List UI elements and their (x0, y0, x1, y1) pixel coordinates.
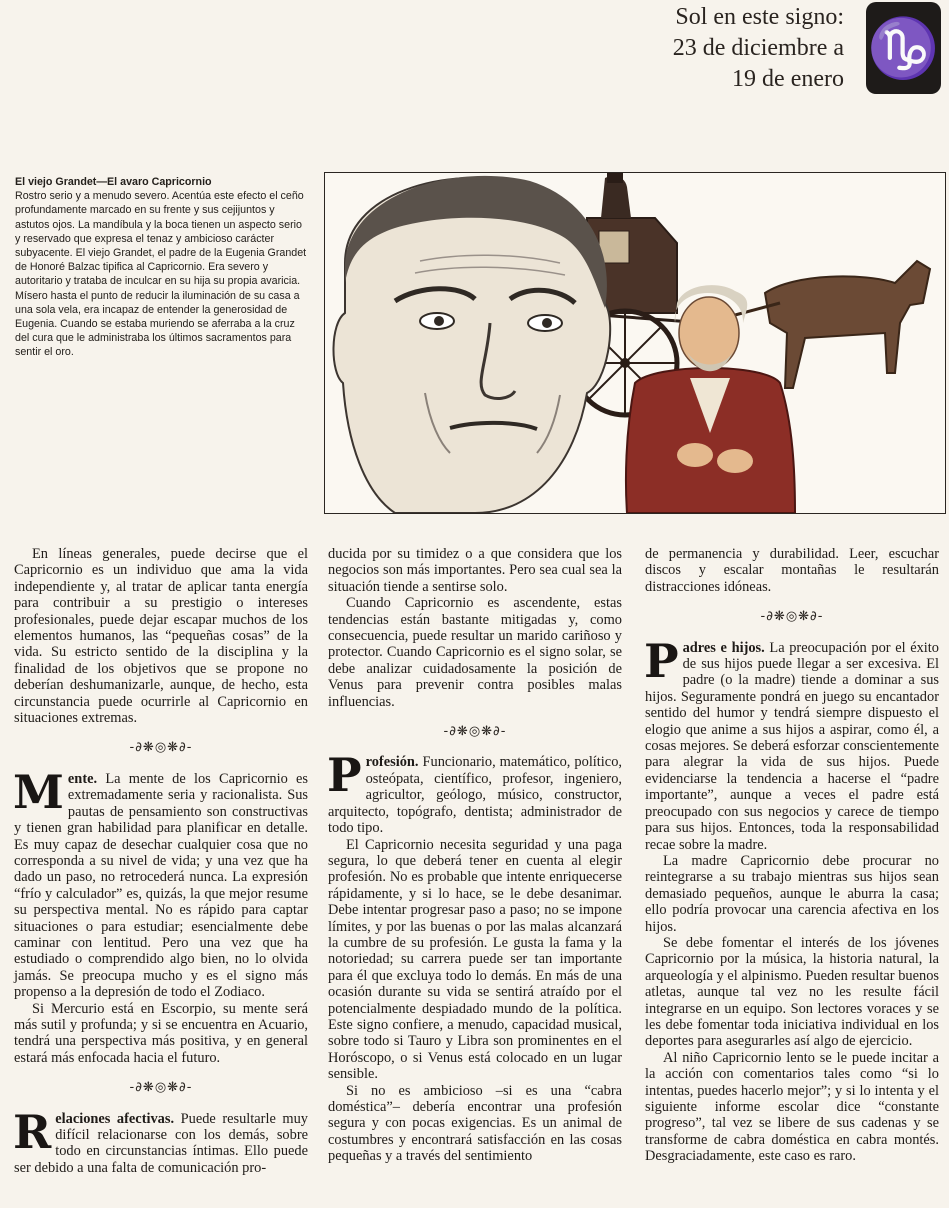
caption-text: Rostro serio y a menudo severo. Acentúa este efecto el ceño profundamente marcado en su frente y sus cejijuntos y astutos ojos. La mandíbula y la boca tienen un aspecto serio y reservado que expresa el tenaz y ambicioso carácter subyacente. El viejo Grandet, el padre de la Eugenia Grandet de Honoré Balzac tipifica al Capricornio. Era severo y autoritario y trataba de inculcar en su hija su propia avaricia. Mísero hasta el punto de reducir la iluminación de su casa a una sola vela, era incapaz de entender la generosidad de Eugenia. Cuando se estaba muriendo se aferraba a la cruz del cura que le administraba los últimos sacramentos para sentir el oro. (15, 190, 307, 359)
sun-sign-dates (544, 2, 844, 95)
mercurio-paragraph: Si Mercurio está en Escorpio, su mente será más sutil y profunda; y si se encuentra en Acuario, tendrá una perspectiva más positiva, y en general estará más enfocada hacia el futuro. (14, 1000, 308, 1066)
relaciones-text: Puede resultarle muy difícil relacionarse con los demás, sobre todo en circunstancias íntimas. Ello puede ser debido a una falta de comunicación pro- (14, 1110, 308, 1176)
dropcap-m: M (13, 764, 64, 819)
mente-section (13, 764, 308, 1001)
dates-line-1: Sol en este signo: (675, 4, 844, 30)
mente-heading: ente. (67, 770, 98, 787)
capricorn-sign-badge (866, 2, 941, 94)
continuation-paragraph: ducida por su timidez o a que considera que los negocios son más importantes. Pero sea cual sea la situación tiende a sentirse solo. (328, 546, 622, 595)
madre-paragraph: La madre Capricornio debe procurar no reintegrarse a su trabajo mientras sus hijos sean demasiado pequeños, aunque le aburra la casa; ello podría provocar una carencia afectiva en los hijos. (645, 852, 939, 935)
ornament-divider: -∂❋◎❋∂- (129, 740, 193, 756)
padres-section (644, 633, 939, 853)
ornament-divider: -∂❋◎❋∂- (129, 1080, 193, 1096)
relaciones-section (13, 1104, 308, 1177)
capricorn-glyph-icon: ♑ (867, 14, 940, 82)
dropcap-p: P (644, 633, 679, 688)
illustration-caption (15, 175, 310, 360)
nino-lento-paragraph: Al niño Capricornio lento se le puede incitar a la acción con comentarios tales como “si lo intentas, puedes hacerlo mejor”; y si lo intenta y el siguiente informe escolar dice “constante progreso”, tal vez se libere de sus cadenas y se transforme de cabra doméstica en cabra montés. Desgraciadamente, este caso es raro. (645, 1049, 939, 1165)
caption-title: El viejo Grandet—El avaro Capricornio (15, 176, 212, 188)
dates-line-3: 19 de enero (732, 66, 844, 92)
jovenes-paragraph: Se debe fomentar el interés de los jóvenes Capricornio por la música, la historia natural, la arqueología y el alpinismo. Pueden resultar buenos atletas, aunque tal vez no les resulte fácil integrarse en un equipo. Son lectores voraces y se les debe fomentar toda iniciativa individual en los deportes para asegurarles así algo de ejercicio. (645, 934, 939, 1050)
portrait-and-carriage-image (325, 173, 945, 513)
dropcap-p: P (327, 748, 362, 803)
grandet-illustration (324, 172, 946, 514)
text-column-3 (645, 546, 939, 1165)
text-column-1 (14, 546, 308, 1176)
ornament-divider: -∂❋◎❋∂- (443, 724, 507, 740)
profesion-section (327, 748, 622, 837)
ambicioso-paragraph: Si no es ambicioso –si es una “cabra doméstica”– debería encontrar una profesión segura y con pocas exigencias. Es un animal de costumbres y encontrará satisfacción en las cosas pequeñas y a través del sentimiento (328, 1082, 622, 1165)
seguridad-paragraph: El Capricornio necesita seguridad y una paga segura, lo que deberá tener en cuenta al elegir profesión. No es probable que intente enriquecerse rápidamente, y si lo hace, se le debe desanimar. Debe intentar progresar paso a paso; no se impone límites, y por las buenas o por las malas alcanzará la cumbre de su profesión. Le gusta la fama y la notoriedad; su carrera puede ser tan importante para él que excluya todo lo demás. En más de una ocasión durante su vida se sentirá atraído por el potencialmente despiadado mundo de la política. Este signo confiere, a menudo, capacidad musical, sobre todo si Tauro y Libra son prominentes en el Horóscopo, o si Venus está colocado en un lugar sensible. (328, 836, 622, 1083)
intro-paragraph: En líneas generales, puede decirse que el Capricornio es un individuo que ama la vida independiente y, al tratar de aplicar tanta energía para contribuir a su prestigio o intereses profesionales, puede dejar escapar muchos de los elementos humanos, las “pequeñas cosas” de la vida. Su estricto sentido de la disciplina y la finalidad de los objetivos que se propone no deberían deshumanizarle, aunque, de hecho, esta circunstancia puede ocurrirle al Capricornio en situaciones extremas. (14, 546, 308, 727)
dropcap-r: R (13, 1104, 52, 1159)
relaciones-heading: elaciones afectivas. (55, 1110, 175, 1127)
ascendente-paragraph: Cuando Capricornio es ascendente, estas tendencias están bastante mitigadas y, como consecuencia, puede resultar un marido cariñoso y protector. Cuando Capricornio es el signo solar, se debe analizar cuidadosamente la posición de Venus para prevenir contra posibles malas influencias. (328, 595, 622, 710)
ornament-divider: -∂❋◎❋∂- (760, 609, 824, 625)
profesion-text: Funcionario, matemático, político, osteópata, científico, profesor, ingeniero, agricultor, geólogo, músico, constructor, arquitecto, topógrafo, dentista; administrador de todo tipo. (328, 754, 622, 837)
padres-heading: adres e hijos. (682, 639, 765, 656)
profesion-heading: rofesión. (365, 754, 419, 771)
text-column-2 (328, 546, 622, 1165)
padres-text: La preocupación por el éxito de sus hijos puede llegar a ser excesiva. El padre (o la madre) tiende a dominar a sus hijos. Seguramente pondrá en juego su encantador sentido del humor y tendrá siempre dispuesto el elogio que anime a sus hijos a aspirar, como él, a cosas mejores. Se deberá esforzar conscientemente para alegrar la vida de sus hijos. Puede evidenciarse la tendencia a hacerse el “padre importante”, aunque a veces el padre está preocupado con sus negocios y carece de tiempo para sus hijos. Entonces, toda la responsabilidad recae sobre la madre. (645, 639, 939, 853)
dates-line-2: 23 de diciembre a (672, 35, 844, 61)
continuation-paragraph: de permanencia y durabilidad. Leer, escuchar discos y escalar montañas le resultarán distracciones idóneas. (645, 546, 939, 595)
mente-text: La mente de los Capricornio es extremadamente seria y racionalista. Sus pautas de pensamiento son constructivas y tienen gran habilidad para planificar en detalle. Es muy capaz de desechar cualquier cosa que no corresponda a su nivel de vida; y una vez que ha dado un paso, no retrocederá nunca. La expresión “frío y calculador” es, quizás, la que mejor resume su perspectiva mental. No es rápido para captar situaciones o para estudiar; esencialmente debe caminar con lentitud. Pero una vez que ha estudiado o comprendido algo bien, no lo olvida jamás. Se preocupa mucho y es el signo más propenso a la depresión de todo el Zodiaco. (14, 770, 308, 1001)
